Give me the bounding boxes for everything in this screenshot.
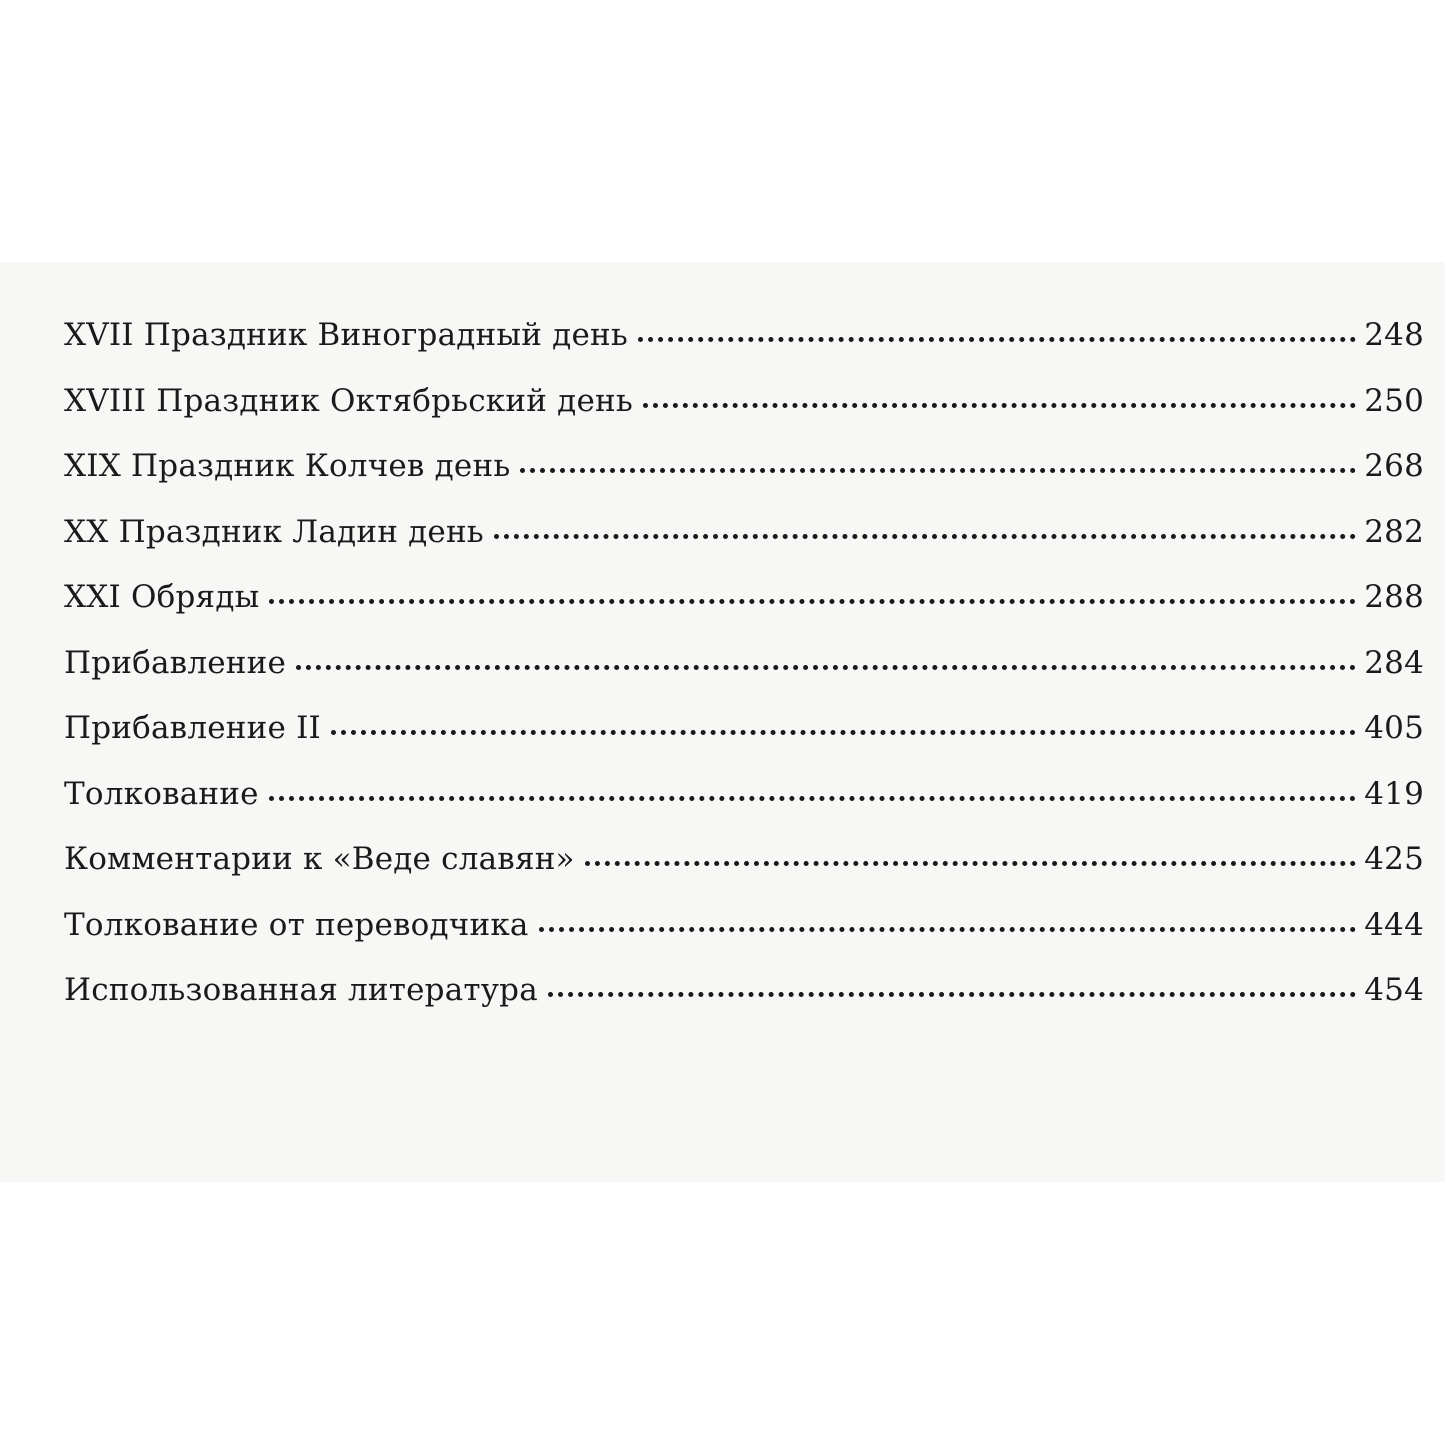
dot-leader (539, 927, 1357, 932)
toc-entry (64, 382, 1424, 452)
toc-entry-page: 250 (1364, 382, 1424, 419)
toc-entry (64, 513, 1424, 583)
toc-entry-title: XVIII Праздник Октябрьский день (64, 382, 633, 419)
toc-entry-page: 268 (1364, 448, 1424, 484)
toc-entry (64, 579, 1424, 648)
toc-entry-page: 405 (1364, 710, 1424, 746)
toc-entry-page: 425 (1364, 841, 1424, 877)
toc-entry (64, 448, 1424, 517)
toc-entry-title: XIX Праздник Колчев день (64, 448, 511, 484)
toc-entry (64, 841, 1424, 910)
toc-entry-page: 248 (1364, 317, 1424, 353)
dot-leader (585, 861, 1356, 866)
dot-leader (296, 665, 1356, 670)
toc-entry (64, 972, 1424, 1041)
book-page (0, 262, 1445, 1182)
dot-leader (269, 599, 1356, 604)
toc-entry-title: Использованная литература (64, 972, 538, 1008)
toc-entry-page: 454 (1364, 972, 1424, 1008)
toc-entry (64, 317, 1424, 386)
toc-entry-page: 288 (1364, 579, 1424, 615)
toc-entry-title: XXI Обряды (64, 579, 260, 615)
toc-entry-title: XVII Праздник Виноградный день (64, 317, 628, 353)
dot-leader (494, 534, 1356, 539)
toc-entry-page: 284 (1364, 644, 1424, 681)
toc-entry-page: 444 (1364, 906, 1424, 943)
toc-entry-title: Толкование от переводчика (64, 906, 529, 943)
dot-leader (269, 796, 1357, 801)
dot-leader (548, 992, 1356, 997)
toc-entry-title: Прибавление (64, 644, 287, 681)
dot-leader (331, 730, 1356, 735)
dot-leader (643, 403, 1356, 408)
dot-leader (520, 468, 1356, 473)
toc-entry-title: XX Праздник Ладин день (64, 513, 484, 550)
table-of-contents (64, 317, 1424, 1041)
toc-entry-title: Прибавление II (64, 710, 321, 746)
toc-entry-title: Толкование (64, 775, 259, 812)
toc-entry (64, 710, 1424, 779)
toc-entry (64, 775, 1424, 845)
toc-entry-title: Комментарии к «Веде славян» (64, 841, 575, 877)
toc-entry-page: 419 (1364, 775, 1424, 812)
toc-entry (64, 644, 1424, 714)
toc-entry (64, 906, 1424, 976)
toc-entry-page: 282 (1364, 513, 1424, 550)
dot-leader (638, 337, 1356, 342)
